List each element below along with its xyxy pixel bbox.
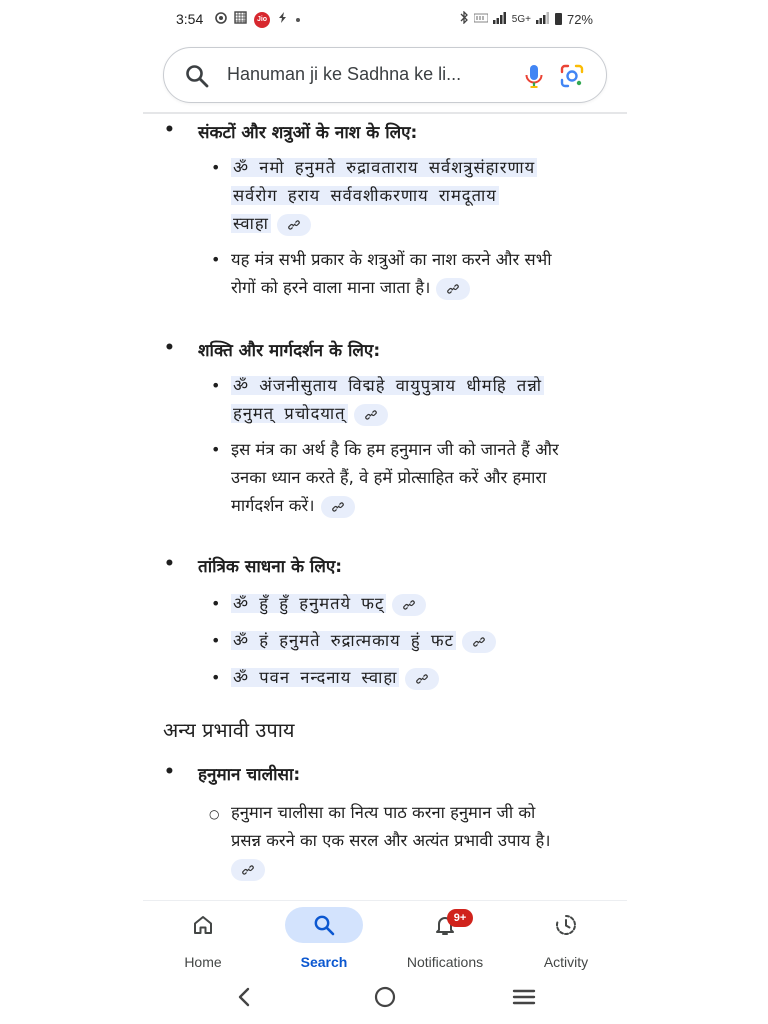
link-icon (473, 636, 485, 648)
nav-notifications[interactable] (395, 907, 495, 971)
search-bar[interactable] (163, 47, 607, 103)
search-input[interactable]: Hanuman ji ke Sadhna ke li... (227, 64, 462, 84)
link-icon (416, 673, 428, 685)
mantra-item: • ॐ पवन नन्दनाय स्वाहा (231, 664, 611, 692)
battery-icon (555, 13, 562, 25)
search-icon[interactable] (184, 63, 210, 89)
section-heading-shakti: • शक्ति और मार्गदर्शन के लिए: (176, 338, 380, 361)
recents-icon[interactable] (506, 982, 542, 1012)
notification-badge: 9+ (447, 909, 473, 927)
mantra-item: • ॐ हं हनुमते रुद्रात्मकाय हुं फट (231, 627, 611, 655)
back-icon[interactable] (227, 982, 263, 1012)
mantra-item: • ॐ हुँ हुँ हनुमतये फट् (231, 590, 611, 618)
status-time: 3:54 (176, 11, 204, 27)
nav-home-label: Home (184, 954, 222, 970)
bluetooth-icon (459, 11, 469, 27)
link-icon (447, 283, 459, 295)
flash-icon (277, 12, 288, 27)
mantra-description: • इस मंत्र का अर्थ है कि हम हनुमान जी को जानते हैं और उनका ध्यान करते हैं, वे हमें प्रोत्साहित करें और हमारा मार्गदर्शन करें। (231, 436, 611, 520)
jio-icon: Jio (254, 12, 270, 28)
ai-overview-content (143, 114, 627, 900)
nav-activity-label: Activity (543, 954, 589, 970)
chrome-icon (215, 12, 227, 28)
gallery-icon (234, 11, 247, 28)
link-chip[interactable] (392, 594, 426, 616)
home-button-icon[interactable] (367, 982, 403, 1012)
section-heading-sankat: • संकटों और शत्रुओं के नाश के लिए: (176, 120, 417, 143)
link-chip[interactable] (231, 859, 265, 881)
signal-icon (493, 12, 507, 27)
link-icon (403, 599, 415, 611)
nav-search-label: Search (300, 954, 348, 970)
nav-search[interactable] (274, 907, 374, 971)
system-nav-bar (143, 976, 627, 1024)
status-left-icons (215, 11, 301, 28)
section-title-other: अन्य प्रभावी उपाय (163, 718, 295, 742)
link-icon (242, 864, 254, 876)
section-heading-chalisa: • हनुमान चालीसा: (176, 762, 300, 785)
network-type: 5G+ (511, 13, 531, 25)
link-icon (365, 409, 377, 421)
mantra-item: • ॐ अंजनीसुताय विद्महे वायुपुत्राय धीमहि तन्नो हनुमत् प्रचोदयात् (231, 372, 611, 428)
home-icon (191, 913, 215, 937)
signal-icon-2 (536, 12, 550, 27)
mantra-description: • यह मंत्र सभी प्रकार के शत्रुओं का नाश करने और सभी रोगों को हरने वाला माना जाता है। (231, 246, 611, 302)
mic-icon[interactable] (520, 62, 548, 90)
nav-activity[interactable] (516, 907, 616, 971)
nav-notifications-label: Notifications (406, 954, 484, 970)
link-icon (332, 501, 344, 513)
status-right-icons (459, 11, 593, 27)
lens-icon[interactable] (558, 62, 586, 90)
battery-level: 72% (566, 11, 593, 27)
link-chip[interactable] (354, 404, 388, 426)
search-icon (312, 913, 336, 937)
section-heading-tantrik: • तांत्रिक साधना के लिए: (176, 554, 342, 577)
link-chip[interactable] (462, 631, 496, 653)
link-chip[interactable] (436, 278, 470, 300)
bottom-nav (143, 900, 627, 976)
link-icon (288, 219, 300, 231)
activity-icon (554, 913, 578, 937)
volte-icon (474, 12, 488, 27)
mantra-item: • ॐ नमो हनुमते रुद्रावताराय सर्वशत्रुसंहारणाय सर्वरोग हराय सर्ववशीकरणाय रामदूताय स्वाहा (231, 154, 611, 238)
status-bar (143, 0, 627, 38)
chalisa-description: ○ हनुमान चालीसा का नित्य पाठ करना हनुमान जी को प्रसन्न करने का एक सरल और अत्यंत प्रभावी उपाय है। (231, 799, 611, 883)
link-chip[interactable] (277, 214, 311, 236)
link-chip[interactable] (405, 668, 439, 690)
phone-screen (143, 0, 627, 1024)
nav-home[interactable] (153, 907, 253, 971)
link-chip[interactable] (321, 496, 355, 518)
dot-icon (295, 13, 301, 27)
